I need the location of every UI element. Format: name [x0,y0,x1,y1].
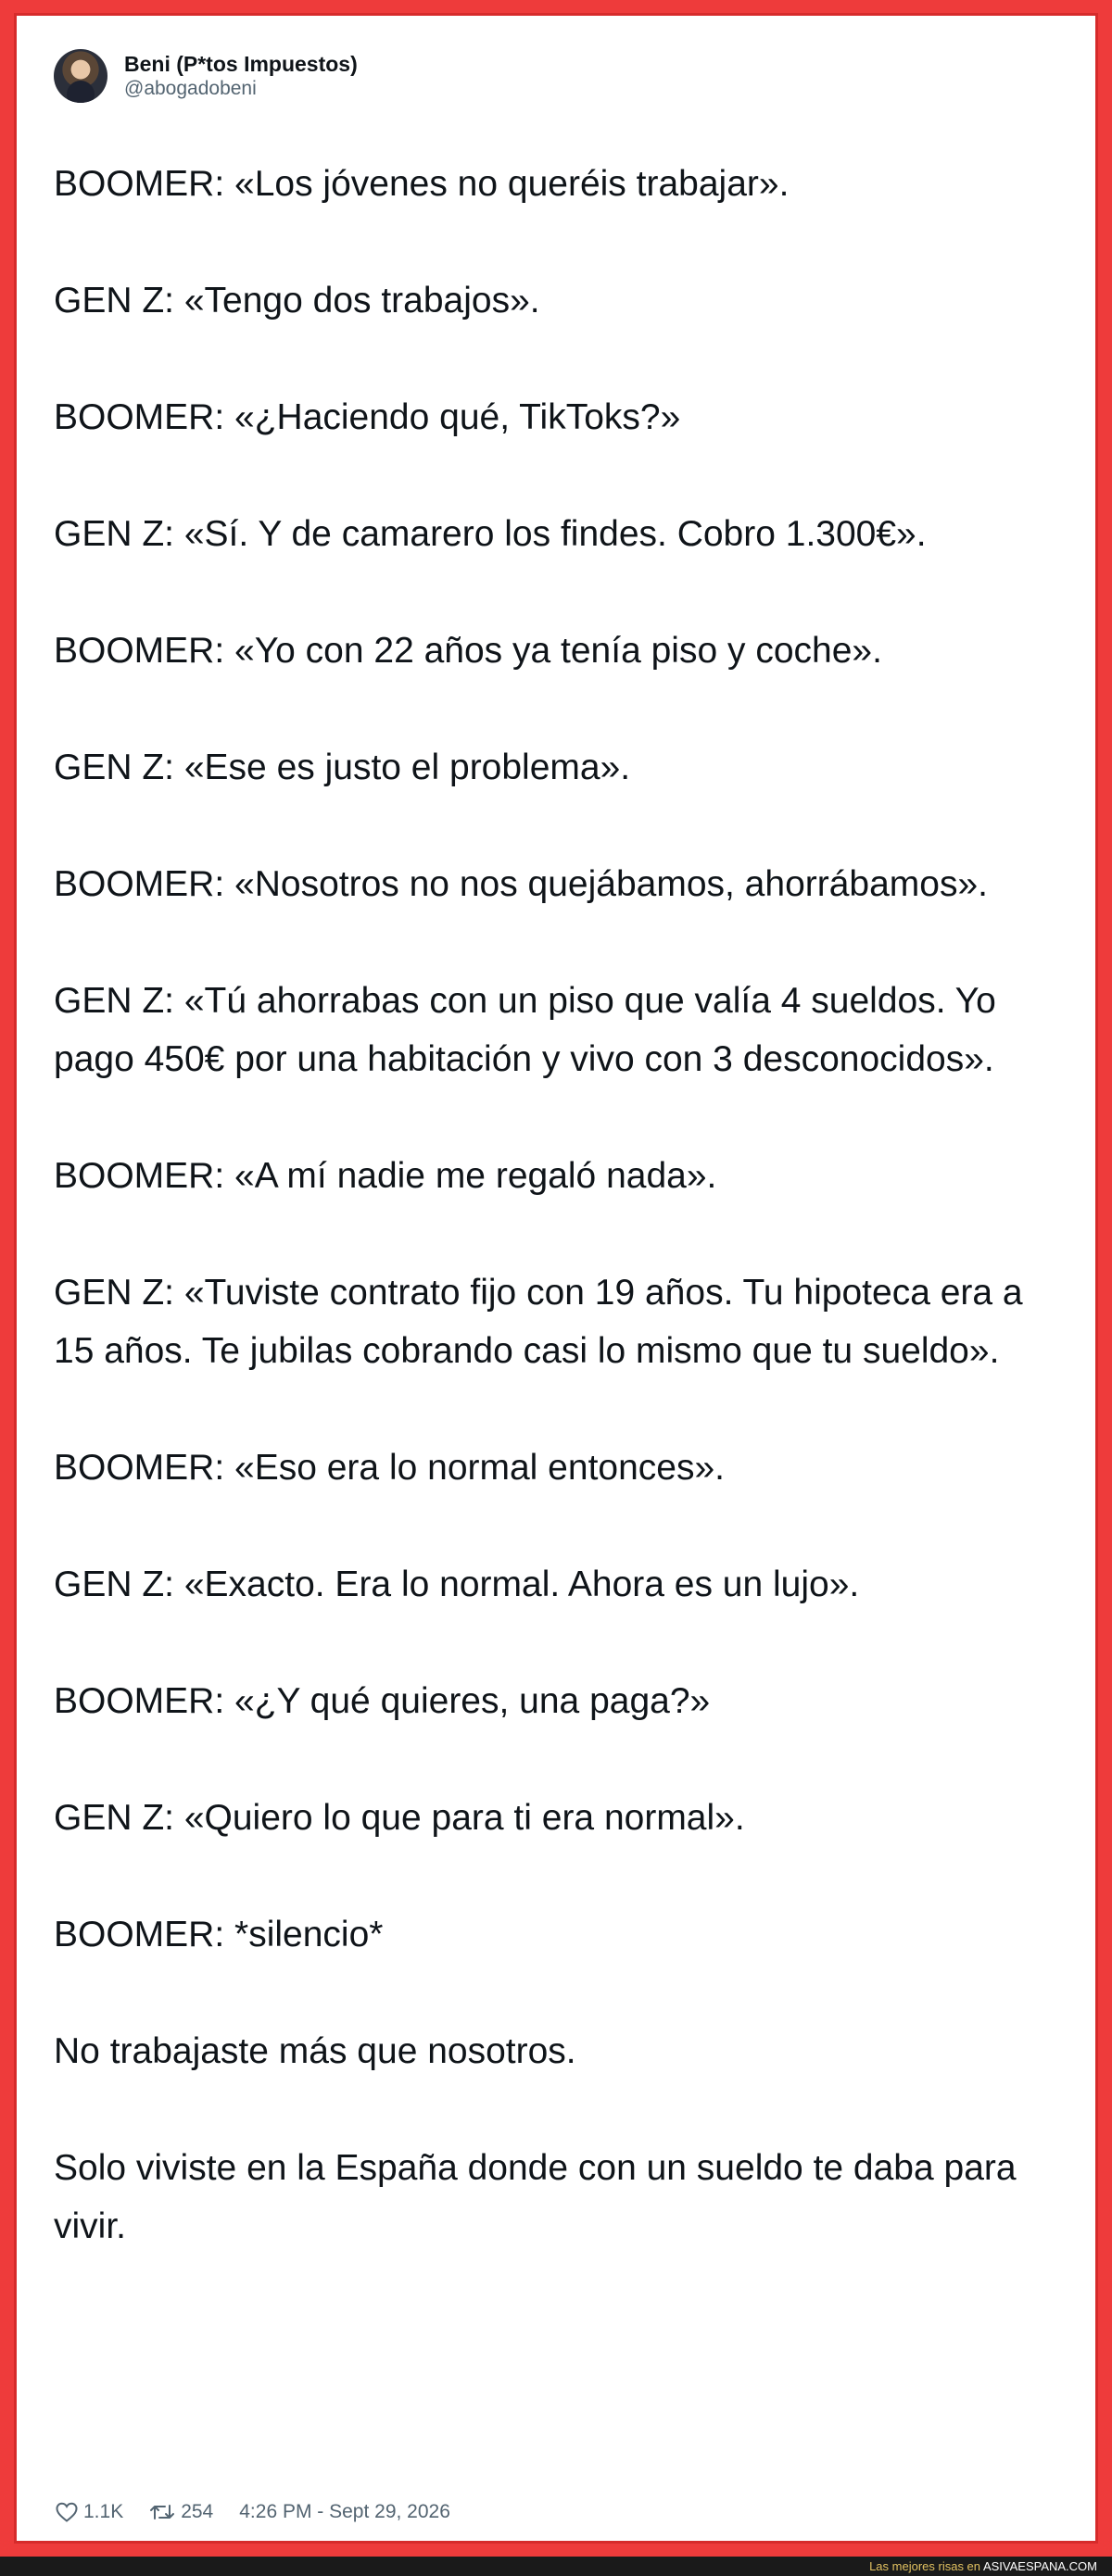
tweet-paragraph: GEN Z: «Tuviste contrato fijo con 19 años. Tu hipoteca era a 15 años. Te jubilas cobrando casi lo mismo que tu sueldo». [54,1273,1023,1371]
avatar[interactable] [54,49,107,103]
tweet-paragraph: BOOMER: «A mí nadie me regaló nada». [54,1156,717,1196]
tweet-paragraph: BOOMER: «¿Haciendo qué, TikToks?» [54,397,681,437]
credit-brand: ASIVAESPANA.COM [982,2559,1097,2573]
tweet-paragraph: BOOMER: «Yo con 22 años ya tenía piso y coche». [54,631,882,671]
tweet-paragraph: BOOMER: «Los jóvenes no queréis trabajar». [54,164,790,204]
tweet-paragraph: BOOMER: «Nosotros no nos quejábamos, ahorrábamos». [54,864,989,904]
credit-text: Las mejores risas en [869,2559,981,2573]
retweet-count: 254 [181,2501,214,2522]
author-handle[interactable]: @abogadobeni [124,78,257,99]
tweet-paragraph: GEN Z: «Quiero lo que para ti era normal». [54,1798,745,1838]
tweet-text [54,155,1064,2314]
timestamp-text: 4:26 PM - Sept 29, 2026 [239,2501,450,2522]
retweet-icon [149,2502,175,2522]
tweet-paragraph: GEN Z: «Tengo dos trabajos». [54,281,540,320]
timestamp[interactable] [239,2501,450,2523]
tweet-card [14,13,1098,2544]
tweet-paragraph: GEN Z: «Exacto. Era lo normal. Ahora es un lujo». [54,1564,860,1604]
heart-icon [56,2502,78,2522]
tweet-paragraph: GEN Z: «Sí. Y de camarero los findes. Cobro 1.300€». [54,514,927,554]
retweet-button[interactable] [149,2501,213,2523]
tweet-paragraph: Solo viviste en la España donde con un sueldo te daba para vivir. [54,2148,1017,2246]
like-count: 1.1K [83,2501,124,2522]
tweet-paragraph: GEN Z: «Tú ahorrabas con un piso que valía 4 sueldos. Yo pago 450€ por una habitación y vivo con 3 desconocidos». [54,981,996,1079]
site-credit[interactable] [869,2559,1097,2573]
tweet-paragraph: No trabajaste más que nosotros. [54,2031,576,2071]
like-button[interactable] [56,2501,123,2523]
tweet-paragraph: BOOMER: «¿Y qué quieres, una paga?» [54,1681,711,1721]
tweet-header [54,49,358,103]
tweet-paragraph: BOOMER: «Eso era lo normal entonces». [54,1448,725,1488]
author-info [124,51,358,101]
author-display-name[interactable]: Beni (P*tos Impuestos) [124,52,358,76]
tweet-paragraph: GEN Z: «Ese es justo el problema». [54,748,631,787]
tweet-paragraph: BOOMER: *silencio* [54,1915,384,1954]
tweet-footer [56,2501,476,2523]
